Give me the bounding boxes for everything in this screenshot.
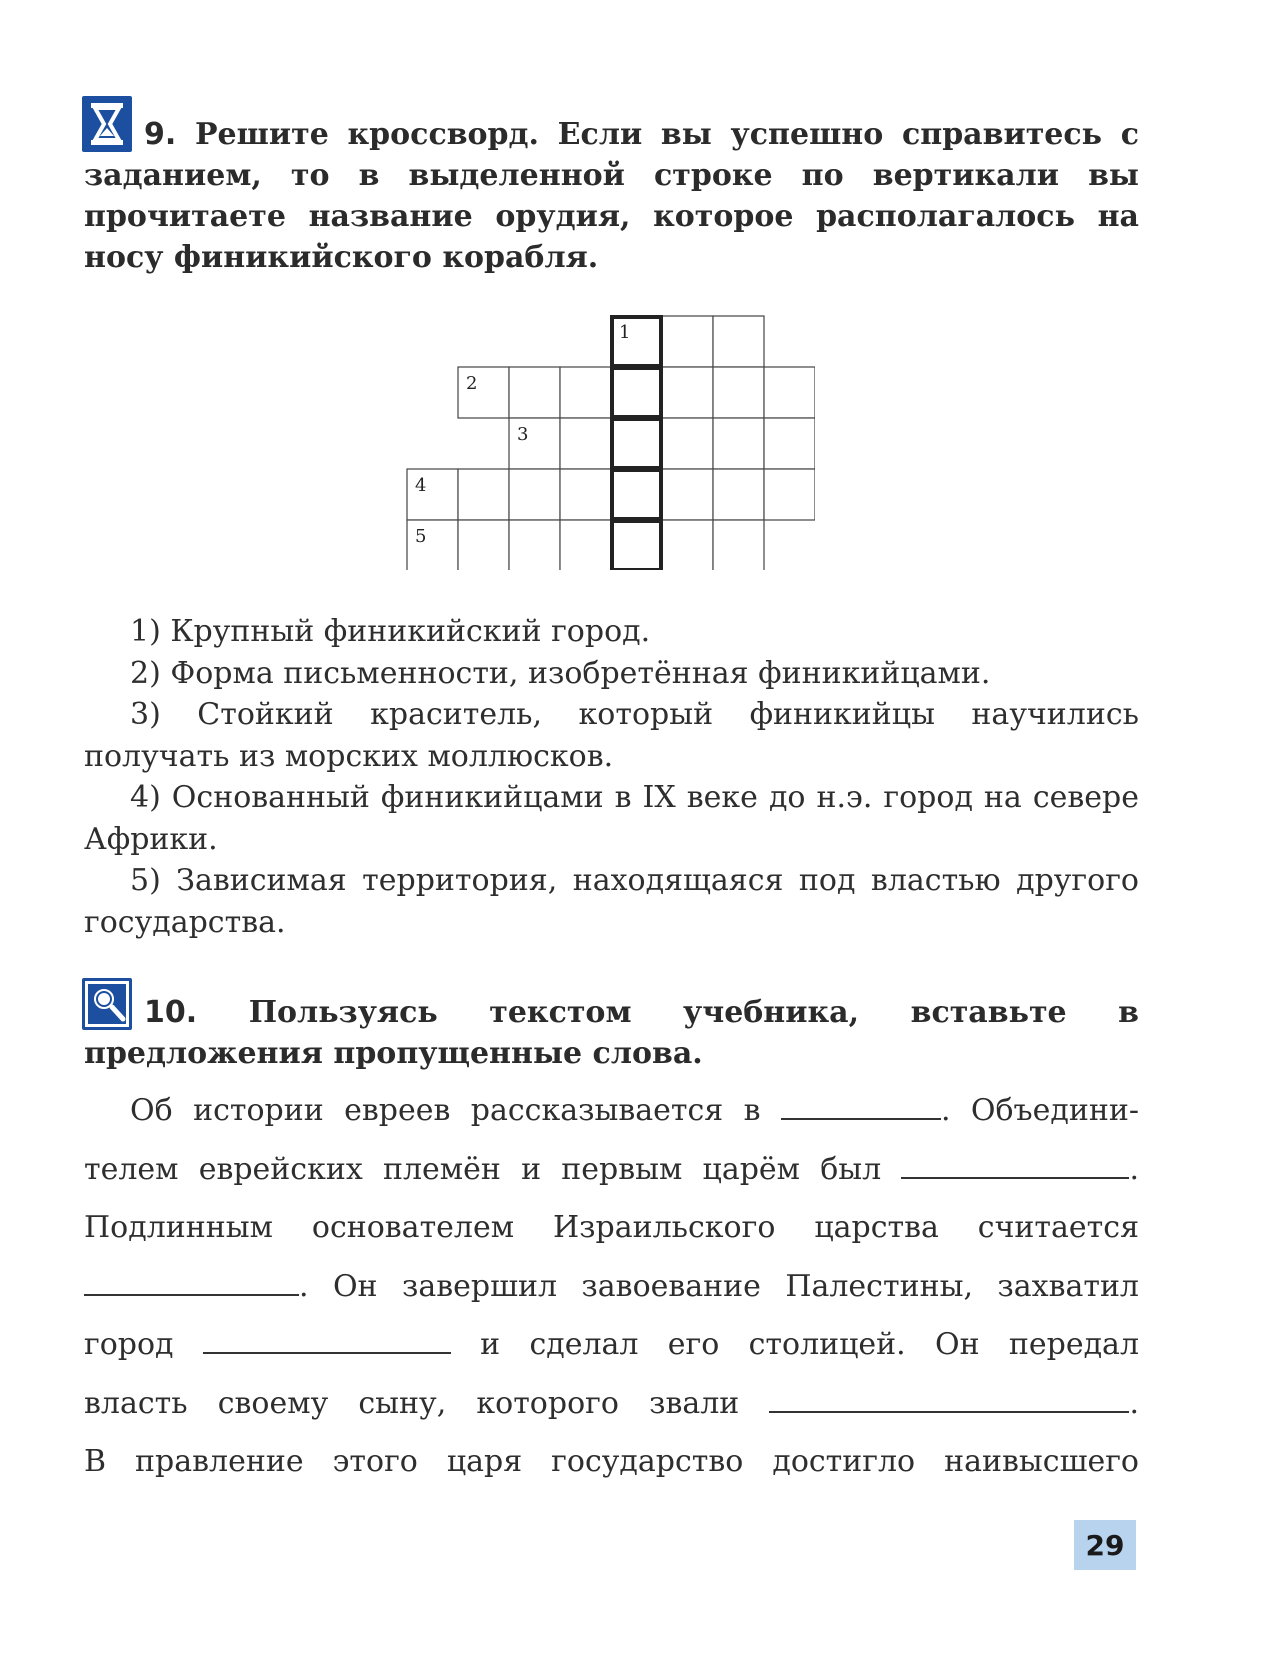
answer-blank-1[interactable]	[781, 1092, 941, 1120]
crossword-cell[interactable]	[458, 469, 509, 520]
text-segment: город	[84, 1327, 174, 1362]
crossword-grid	[405, 314, 815, 570]
task9-heading-text: Решите кроссворд. Если вы успешно справитесь с заданием, то в выделенной строке по вертикали вы прочитаете название орудия, которое располагалось на носу финикийского корабля.	[84, 117, 1139, 275]
text-segment: .	[1129, 1385, 1139, 1421]
text-segment: . Он завершил завоевание Палестины, захватил	[299, 1268, 1139, 1304]
crossword-cell[interactable]	[509, 469, 560, 520]
text-segment: власть своему сыну, которого звали	[84, 1385, 740, 1421]
crossword-number-label: 4	[415, 475, 427, 496]
crossword-cell[interactable]	[662, 520, 713, 570]
crossword-cell[interactable]	[560, 469, 611, 520]
crossword-cell[interactable]	[713, 469, 764, 520]
answer-blank-3[interactable]	[84, 1268, 299, 1296]
crossword-cell[interactable]	[560, 520, 611, 570]
answer-blank-4[interactable]	[203, 1326, 451, 1354]
crossword-number-label: 2	[466, 373, 478, 394]
clue-5: 5) Зависимая территория, находящаяся под властью другого государства.	[84, 863, 1139, 940]
crossword-cell[interactable]	[662, 316, 713, 367]
crossword-cell[interactable]	[713, 418, 764, 469]
task10-number: 10.	[144, 995, 198, 1030]
task9-heading	[84, 114, 1139, 278]
crossword-number-label: 5	[415, 526, 427, 547]
fill-line-7: В правление этого царя государство достигло наивысшего	[84, 1444, 1139, 1479]
task9-number: 9.	[144, 117, 177, 152]
crossword-number-label: 3	[517, 424, 529, 445]
fill-line-3: Подлинным основателем Израильского царства считается	[84, 1210, 1139, 1245]
crossword-cell[interactable]	[713, 316, 764, 367]
crossword-cell[interactable]	[509, 520, 560, 570]
text-segment: телем еврейских племён и первым царём был	[84, 1151, 882, 1187]
text-segment: Об истории евреев рассказывается в	[130, 1093, 761, 1128]
text-segment: . Объедини-	[940, 1093, 1139, 1128]
clue-4: 4) Основанный финикийцами в IX веке до н.э. город на севере Африки.	[84, 780, 1139, 857]
crossword-cell[interactable]	[611, 418, 662, 469]
crossword-cell[interactable]	[662, 367, 713, 418]
crossword-cell[interactable]	[764, 469, 815, 520]
clue-3: 3) Стойкий краситель, который финикийцы научились получать из морских моллюсков.	[84, 697, 1139, 774]
fill-line-2	[84, 1141, 1139, 1200]
crossword-cell[interactable]	[764, 418, 815, 469]
crossword-number-label: 1	[619, 322, 631, 343]
fill-in-text	[84, 1082, 1139, 1492]
fill-line-1	[84, 1082, 1139, 1141]
crossword-cell[interactable]	[662, 469, 713, 520]
clue-2: 2) Форма письменности, изобретённая финикийцами.	[130, 655, 991, 691]
crossword-cell[interactable]	[458, 520, 509, 570]
task10-heading	[84, 992, 1139, 1074]
crossword-cell[interactable]	[611, 367, 662, 418]
crossword-cell[interactable]	[509, 367, 560, 418]
clue-1: 1) Крупный финикийский город.	[130, 614, 651, 649]
crossword-cell[interactable]	[662, 418, 713, 469]
task10-heading-text: Пользуясь текстом учебника, вставьте в предложения пропущенные слова.	[84, 995, 1139, 1071]
fill-line-4	[84, 1258, 1139, 1317]
crossword-cell[interactable]	[713, 367, 764, 418]
crossword-cell[interactable]	[764, 367, 815, 418]
answer-blank-5[interactable]	[769, 1385, 1129, 1413]
fill-line-5	[84, 1316, 1139, 1375]
answer-blank-2[interactable]	[901, 1151, 1129, 1179]
crossword-cell[interactable]	[560, 418, 611, 469]
crossword-cell[interactable]	[560, 367, 611, 418]
crossword-cell[interactable]	[611, 520, 662, 570]
crossword-cell[interactable]	[611, 469, 662, 520]
text-segment: .	[1129, 1151, 1139, 1187]
crossword-cell[interactable]	[713, 520, 764, 570]
text-segment: и сделал его столицей. Он передал	[480, 1327, 1140, 1362]
clue-list	[84, 611, 1139, 943]
page-number: 29	[1074, 1520, 1136, 1570]
fill-line-6	[84, 1375, 1139, 1434]
